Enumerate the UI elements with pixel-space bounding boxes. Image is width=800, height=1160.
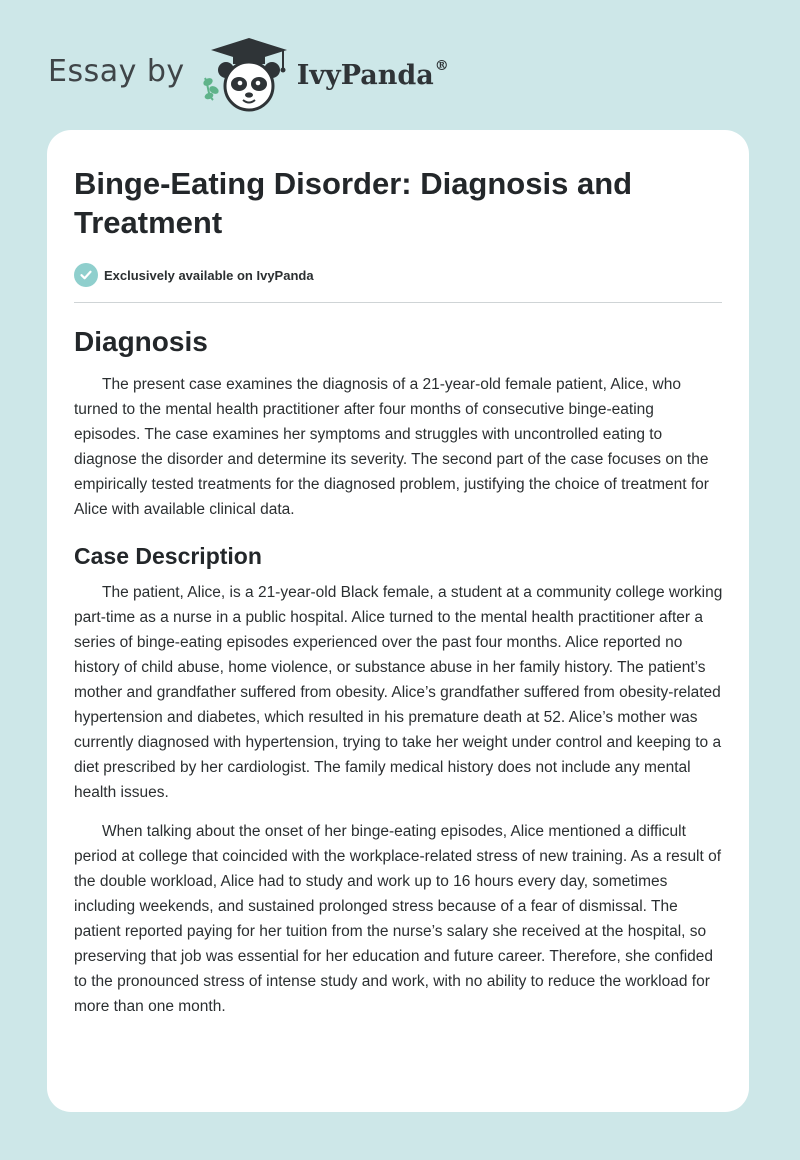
article-title: Binge-Eating Disorder: Diagnosis and Treatment (74, 166, 633, 240)
registered-mark: ® (434, 57, 449, 74)
exclusive-badge-text: Exclusively available on IvyPanda (104, 267, 314, 283)
essay-by-label: Essay by (48, 53, 185, 89)
exclusive-badge (74, 263, 314, 287)
site-header (48, 34, 449, 114)
paragraph: The patient, Alice, is a 21-year-old Black female, a student at a community college working part-time as a nurse in a public hospital. Alice turned to the mental health practitioner after a series of binge-eating episodes experienced over the past four months. Alice reported no history of child abuse, home violence, or substance abuse in her family history. The patient’s mother and grandfather suffered from obesity. Alice’s grandfather suffered from obesity-related hypertension and diabetes, which resulted in his premature death at 52. Alice’s mother was currently diagnosed with hypertension, trying to take her weight under control and keeping to a diet prescribed by her cardiologist. The family medical history does not include any mental health issues. (74, 584, 723, 801)
section-heading-case-description: Case Description (74, 543, 262, 569)
paragraph: When talking about the onset of her binge-eating episodes, Alice mentioned a difficult period at college that coincided with the workplace-related stress of new training. As a result of the double workload, Alice had to study and work up to 16 hours every day, sometimes including weekends, and sustained prolonged stress because of a fear of dismissal. The patient reported paying for her tuition from the nurse’s salary she received at the hospital, so preserving that job was essential for her education and future career. Therefore, she confided to the pronounced stress of intense study and work, with no ability to reduce the workload for more than one month. (74, 823, 722, 1015)
divider (74, 302, 722, 303)
section-heading-diagnosis: Diagnosis (74, 326, 208, 357)
brand-name[interactable]: IvyPanda® (296, 57, 449, 91)
paragraph: The present case examines the diagnosis of a 21-year-old female patient, Alice, who turned to the mental health practitioner after four months of consecutive binge-eating episodes. The case examines her symptoms and struggles with uncontrolled eating to diagnose the disorder and determine its severity. The second part of the case focuses on the empirically tested treatments for the diagnosed problem, justifying the choice of treatment for Alice with available clinical data. (74, 376, 709, 518)
article-body (74, 322, 724, 1033)
panda-graduate-logo-icon[interactable] (199, 34, 291, 114)
checkmark-icon (74, 263, 98, 287)
article-card (47, 130, 749, 1112)
